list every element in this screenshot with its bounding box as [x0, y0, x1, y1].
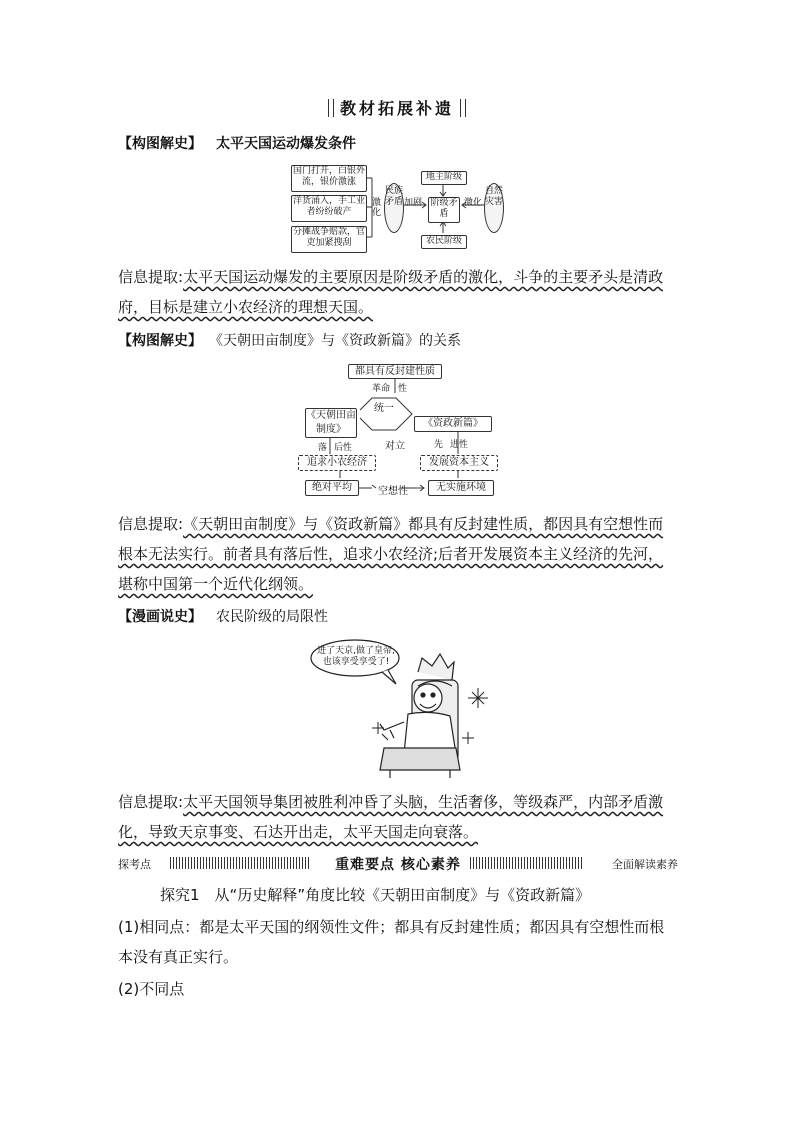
diagram-relation-lines: [0, 0, 794, 500]
block3-info-prefix: 信息提取:: [118, 793, 184, 811]
cause-box-indemnity: 分摊战争赔款，官吏加紧搜刮: [291, 226, 367, 253]
diagram-relation: [0, 0, 794, 500]
block3-info: [118, 787, 678, 847]
oval-national-conflict: 民族矛盾: [384, 183, 404, 233]
label-revolution: 革命: [372, 384, 391, 394]
label-intensify-right: 激化: [464, 198, 483, 208]
label-opposition: 对立: [385, 441, 405, 452]
explore-point2: (2)不同点: [118, 980, 185, 998]
block2-info: [118, 509, 678, 599]
block1-info-prefix: 信息提取:: [118, 268, 184, 286]
box-peasant: 农民阶级: [421, 235, 467, 249]
block2-title: 《天朝田亩制度》与《资政新篇》的关系: [216, 333, 461, 349]
cause-box-silver: 国门打开，白银外流，银价激涨: [291, 165, 367, 192]
box-small-farmer: 追求小农经济: [298, 455, 376, 471]
box-zizheng: 《资政新篇》: [414, 416, 492, 432]
block3-title: 农民阶级的局限性: [216, 609, 328, 625]
block2-info-text: 《天朝田亩制度》与《资政新篇》都具有反封建性质，都因具有空想性而根本无法实行。前者具有落后性，追求小农经济;后者开发展资本主义经济的先河，堪称中国第一个近代化纲领。: [118, 515, 664, 593]
label-backward-b: 后性: [334, 443, 353, 453]
box-class-conflict: 阶级矛盾: [428, 197, 460, 223]
block2-tag: 【构图解史】: [118, 333, 202, 349]
box-absolute-equality: 绝对平均: [305, 480, 359, 496]
banner-title: 重难要点 核心素养: [335, 857, 461, 873]
label-aggravate: 加剧: [404, 198, 423, 208]
block3-info-text: 太平天国领导集团被胜利冲昏了头脑，生活奢侈，等级森严，内部矛盾激化，导致天京事变、石达开出走，太平天国走向衰落。: [118, 793, 664, 841]
cause-box-goods: 洋货涌入，手工业者纷纷破产: [291, 195, 367, 222]
block3-tag: 【漫画说史】: [118, 609, 202, 625]
label-intensify-left: 激化: [372, 198, 382, 218]
box-anti-feudal: 都具有反封建性质: [348, 364, 442, 379]
speech-bubble-text: 进了天京,做了皇帝,也该享受享受了!: [317, 646, 395, 667]
section-title-text: 教材拓展补遗: [339, 99, 454, 118]
section-banner: [118, 854, 678, 872]
box-no-environment: 无实施环境: [428, 480, 494, 496]
box-landlord: 地主阶级: [421, 171, 467, 185]
label-backward-a: 落: [318, 443, 328, 453]
label-nature: 性: [398, 384, 408, 394]
block1-title: 太平天国运动爆发条件: [216, 136, 356, 152]
label-advanced-b: 进性: [450, 440, 469, 450]
oval-natural-disaster: 自然灾害: [484, 183, 504, 233]
explore-title: 探究1 从“历史解释”角度比较《天朝田亩制度》与《资政新篇》: [160, 886, 591, 904]
banner-left-label: 探考点: [118, 858, 151, 871]
block2-info-prefix: 信息提取:: [118, 515, 184, 533]
block3-heading: [118, 606, 328, 626]
label-unity: 统一: [374, 403, 394, 414]
box-tianchao: 《天朝田亩制度》: [305, 408, 357, 438]
banner-right-label: 全面解读素养: [612, 858, 678, 871]
block1-tag: 【构图解史】: [118, 136, 202, 152]
explore-point1: (1)相同点：都是太平天国的纲领性文件；都具有反封建性质；都因具有空想性而根本没有真正实行。: [118, 918, 665, 966]
label-advanced-a: 先: [434, 440, 444, 450]
label-utopian: 空想性: [378, 486, 408, 497]
box-capitalism: 发展资本主义: [420, 455, 498, 471]
cartoon-emperor: [300, 636, 500, 780]
block1-info-text: 太平天国运动爆发的主要原因是阶级矛盾的激化，斗争的主要矛头是清政府，目标是建立小农经济的理想天国。: [118, 268, 664, 316]
